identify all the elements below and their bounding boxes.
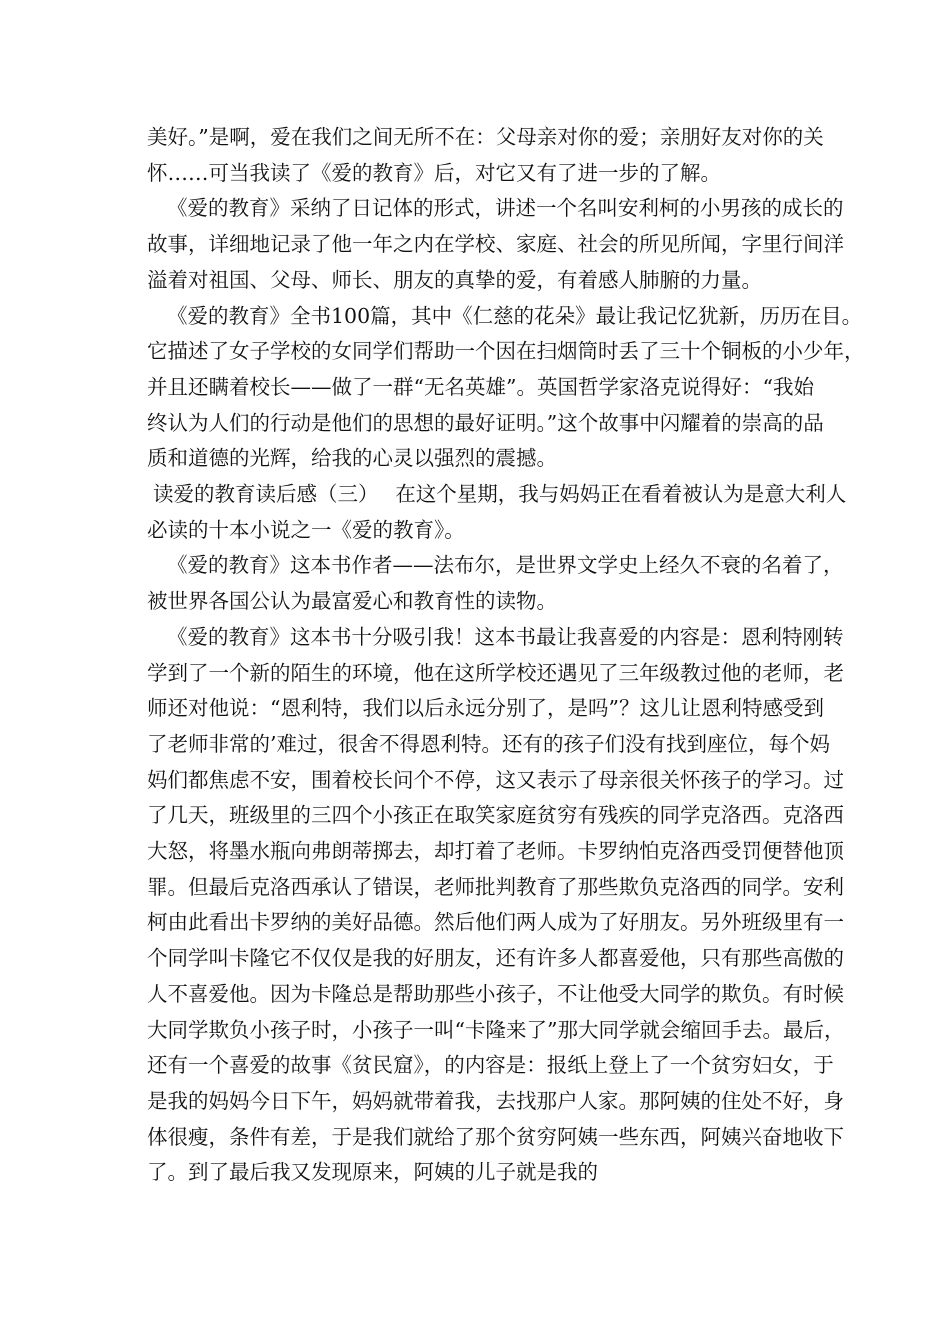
text-line: 学到了一个新的陌生的环境，他在这所学校还遇见了三年级教过他的老师，老: [147, 660, 844, 685]
text-line: 了几天，班级里的三四个小孩正在取笑家庭贫穷有残疾的同学克洛西。克洛西: [147, 803, 844, 828]
paragraph-5: [147, 548, 844, 619]
paragraph-4-heading: [147, 477, 847, 548]
text-line: 读爱的教育读后感（三） 在这个星期，我与妈妈正在看着被认为是意大利人: [153, 482, 847, 507]
text-line: 质和道德的光辉，给我的心灵以强烈的震撼。: [147, 446, 557, 471]
text-line: 人不喜爱他。因为卡隆总是帮助那些小孩子，不让他受大同学的欺负。有时候: [147, 981, 844, 1006]
text-line: 了老师非常的’难过，很舍不得恩利特。还有的孩子们没有找到座位，每个妈: [147, 731, 831, 756]
text-line: 溢着对祖国、父母、师长、朋友的真挚的爱，有着感人肺腑的力量。: [147, 267, 762, 292]
text-line: 了。到了最后我又发现原来，阿姨的儿子就是我的: [147, 1160, 598, 1185]
text-line: 师还对他说：“恩利特，我们以后永远分别了，是吗”？这儿让恩利特感受到: [147, 696, 824, 721]
text-line: 大怒，将墨水瓶向弗朗蒂掷去，却打着了老师。卡罗纳怕克洛西受罚便替他顶: [147, 839, 844, 864]
text-line: 柯由此看出卡罗纳的美好品德。然后他们两人成为了好朋友。另外班级里有一: [147, 910, 844, 935]
text-line: 还有一个喜爱的故事《贫民窟》，的内容是：报纸上登上了一个贫穷妇女，于: [147, 1053, 834, 1078]
text-line: 故事，详细地记录了他一年之内在学校、家庭、社会的所见所闻，字里行间洋: [147, 232, 844, 257]
text-line: 妈们都焦虑不安，围着校长问个不停，这又表示了母亲很关怀孩子的学习。过: [147, 767, 844, 792]
paragraph-3: [147, 299, 865, 478]
text-line: 是我的妈妈今日下午，妈妈就带着我，去找那户人家。那阿姨的住处不好，身: [147, 1088, 844, 1113]
text-line: 《爱的教育》这本书作者——法布尔，是世界文学史上经久不衰的名着了，: [167, 553, 844, 578]
paragraph-1: [147, 120, 824, 191]
text-line: 《爱的教育》全书100篇，其中《仁慈的花朵》最让我记忆犹新，历历在目。: [167, 303, 863, 328]
text-line: 并且还瞒着校长——做了一群“无名英雄”。英国哲学家洛克说得好：“我始: [147, 374, 814, 399]
paragraph-2: [147, 191, 844, 298]
text-line: 《爱的教育》这本书十分吸引我！这本书最让我喜爱的内容是：恩利特刚转: [167, 624, 844, 649]
text-line: 个同学叫卡隆它不仅仅是我的好朋友，还有许多人都喜爱他，只有那些高傲的: [147, 946, 844, 971]
text-line: 终认为人们的行动是他们的思想的最好证明。”这个故事中闪耀着的崇高的品: [147, 410, 824, 435]
text-line: 必读的十本小说之一《爱的教育》。: [147, 517, 465, 542]
text-line: 怀……可当我读了《爱的教育》后，对它又有了进一步的了解。: [147, 160, 721, 185]
document-body: [147, 120, 865, 1191]
paragraph-6: [147, 620, 845, 1191]
text-line: 被世界各国公认为最富爱心和教育性的读物。: [147, 589, 557, 614]
text-line: 它描述了女子学校的女同学们帮助一个因在扫烟筒时丢了三十个铜板的小少年，: [147, 339, 865, 364]
text-line: 罪。但最后克洛西承认了错误，老师批判教育了那些欺负克洛西的同学。安利: [147, 874, 844, 899]
text-line: 美好。”是啊，爱在我们之间无所不在：父母亲对你的爱；亲朋好友对你的关: [147, 125, 824, 149]
text-line: 大同学欺负小孩子时，小孩子一叫“卡隆来了”那大同学就会缩回手去。最后，: [147, 1017, 845, 1042]
text-line: 体很瘦，条件有差，于是我们就给了那个贫穷阿姨一些东西，阿姨兴奋地收下: [147, 1124, 844, 1149]
text-line: 《爱的教育》采纳了日记体的形式，讲述一个名叫安利柯的小男孩的成长的: [167, 196, 844, 221]
